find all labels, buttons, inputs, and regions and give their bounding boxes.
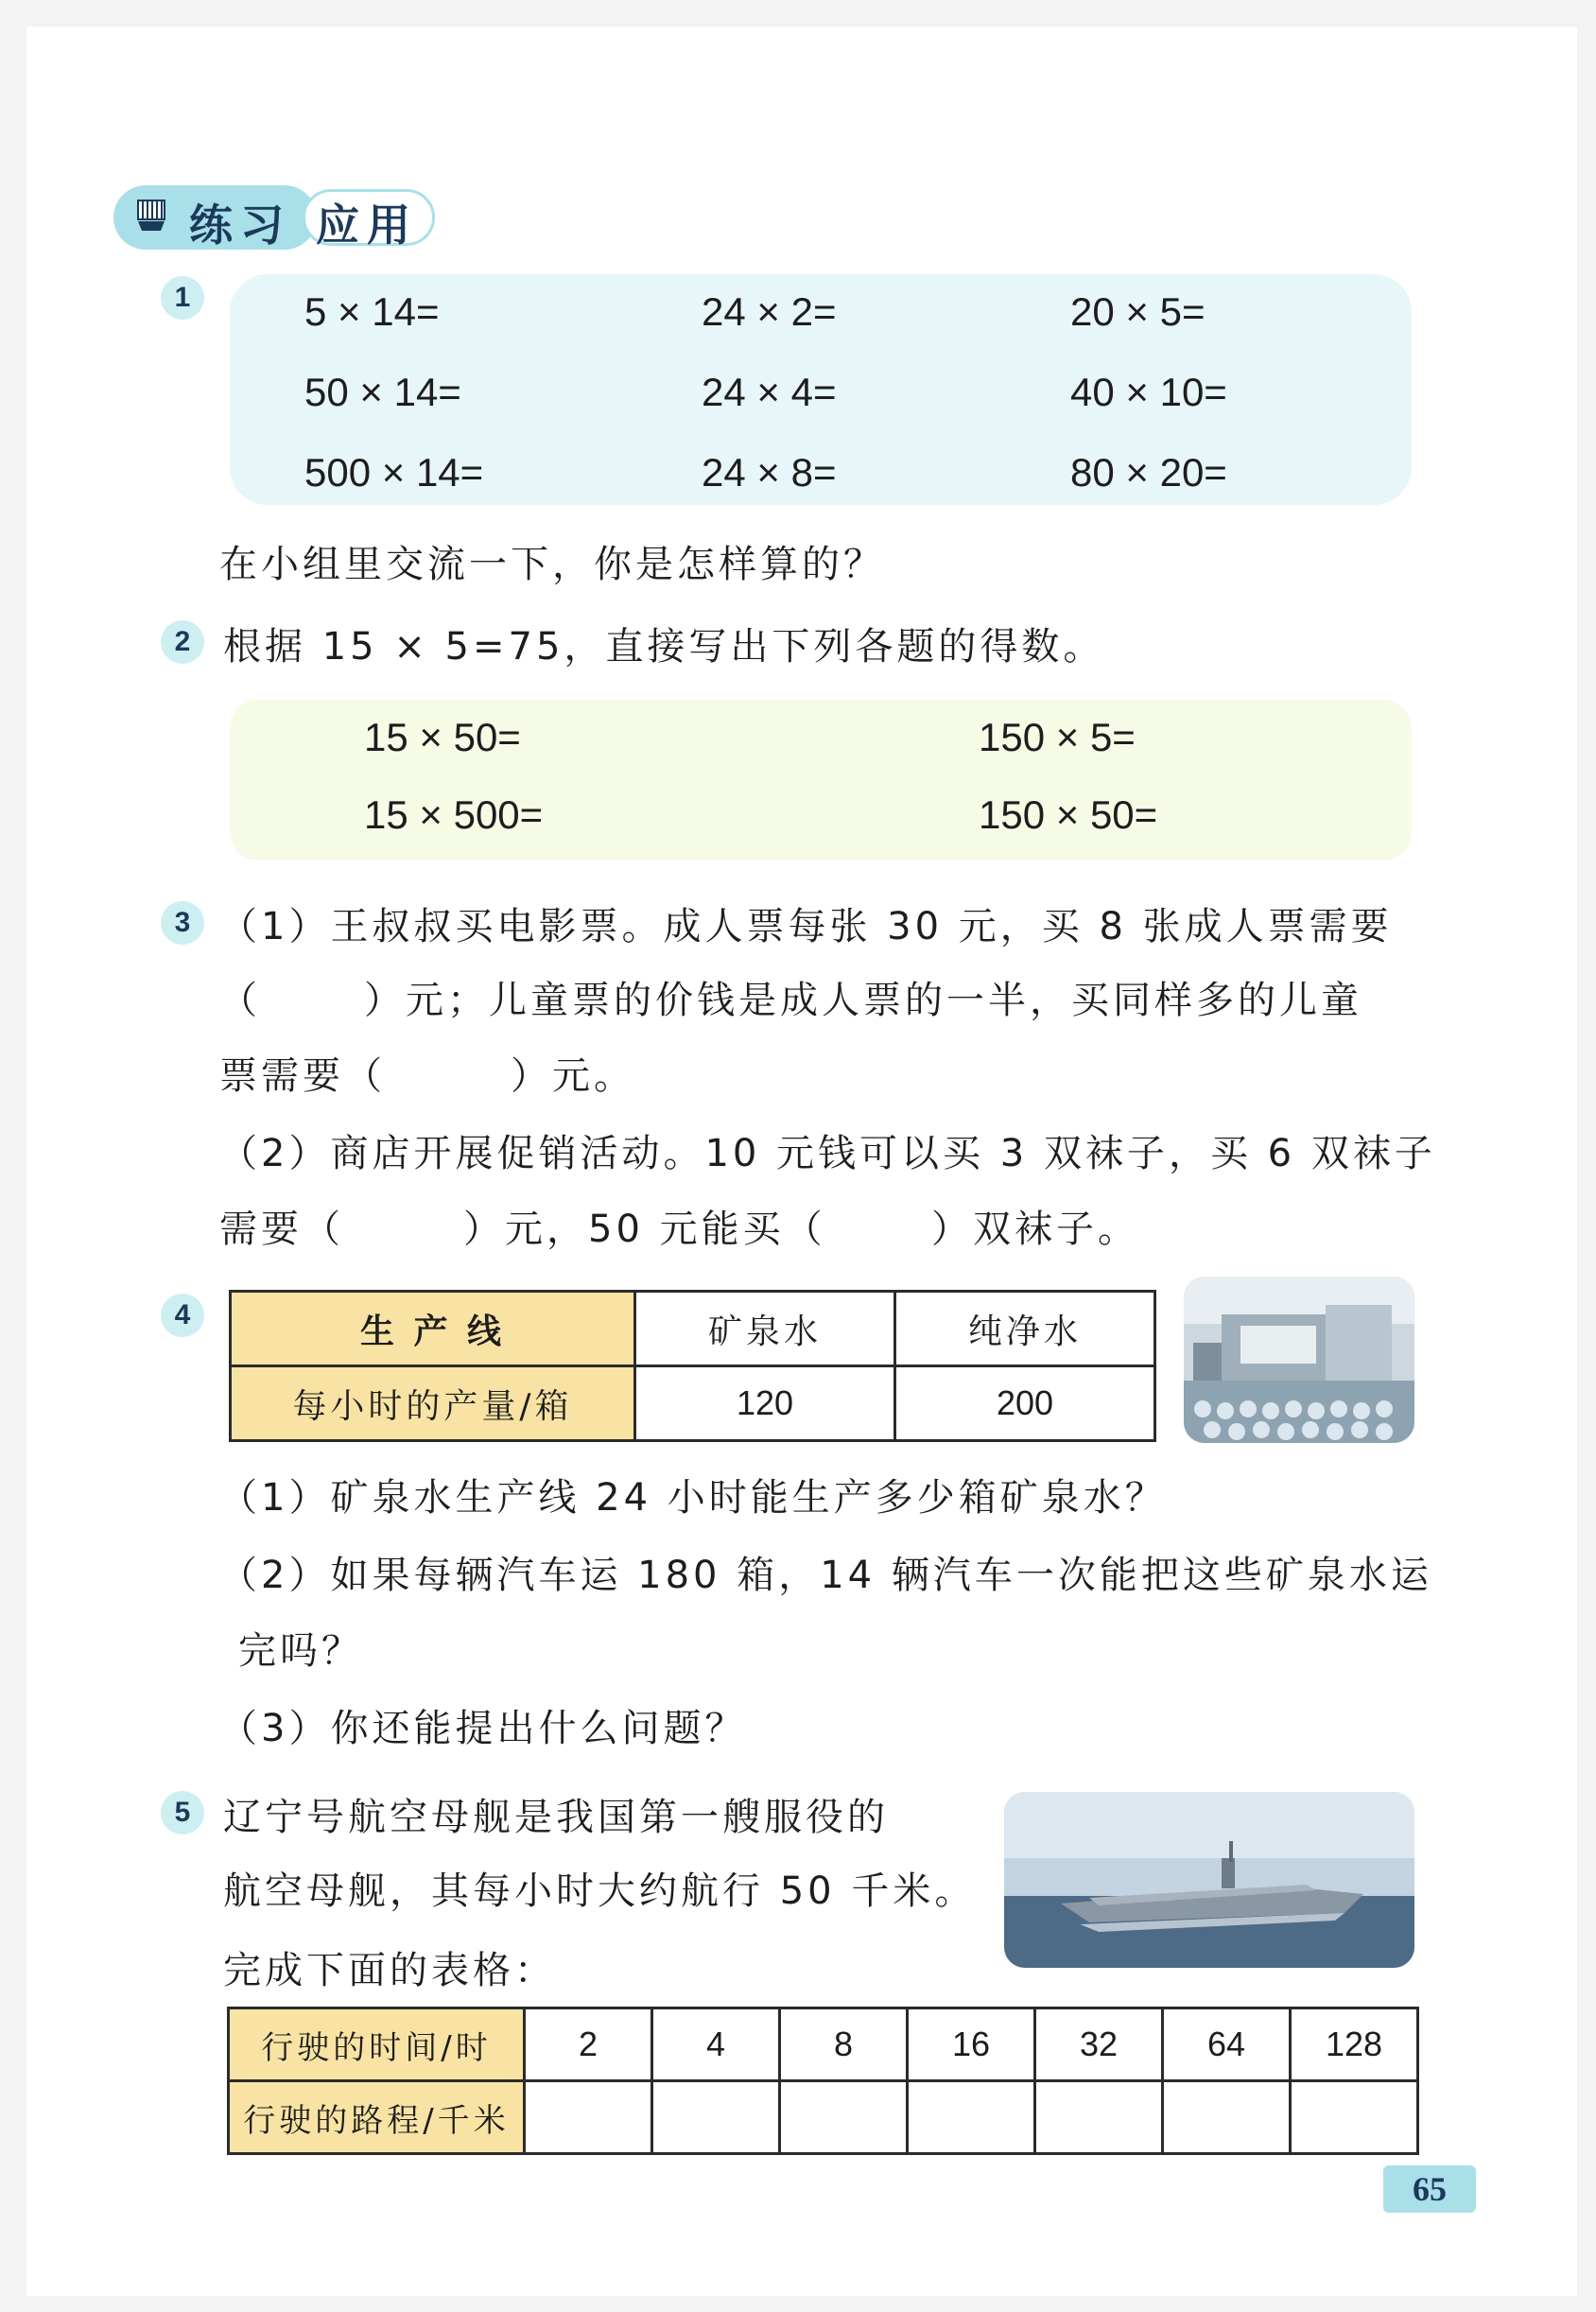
q2-equation: 150 × 50= [979,792,1158,837]
q2-equation: 15 × 500= [364,792,544,837]
answer-cell[interactable] [652,2081,780,2154]
question-number-1: 1 [161,276,204,320]
q3-part2-line1: （2）商店开展促销活动。10 元钱可以买 3 双袜子，买 6 双袜子 [219,1132,1436,1175]
q3-part1-paren: （ [219,979,261,1022]
q1-equation: 24 × 4= [702,370,837,414]
page-number: 65 [1383,2165,1476,2213]
q2-equation: 15 × 50= [364,715,521,759]
q4-subquestion-1: （1）矿泉水生产线 24 小时能生产多少箱矿泉水？ [219,1476,1167,1520]
table-cell: 128 [1291,2008,1418,2081]
question-number-5: 5 [161,1791,204,1834]
q3-part1-line3a: 票需要（ [219,1054,386,1098]
table-row-label: 行驶的路程/千米 [229,2081,525,2154]
table-header: 矿泉水 [635,1292,895,1366]
table-cell: 8 [780,2008,908,2081]
production-table [229,1290,1156,1442]
q3-part2-line2b: ）元，50 元能买（ [463,1208,826,1251]
q1-equation: 20 × 5= [1070,289,1206,334]
distance-table [227,2007,1419,2155]
table-cell: 64 [1163,2008,1291,2081]
table-cell: 2 [525,2008,652,2081]
answer-cell[interactable] [525,2081,652,2154]
q3-part1-line2: ）元；儿童票的价钱是成人票的一半，买同样多的儿童 [364,979,1362,1022]
q4-subquestion-3: （3）你还能提出什么问题？ [219,1707,747,1750]
table-row-label: 行驶的时间/时 [229,2008,525,2081]
q5-text-line1: 辽宁号航空母舰是我国第一艘服役的 [223,1796,889,1839]
answer-cell[interactable] [908,2081,1035,2154]
q1-note: 在小组里交流一下，你是怎样算的？ [219,543,885,586]
table-cell: 4 [652,2008,780,2081]
header-title-practice: 练习 [189,200,291,251]
q3-part2-line2a: 需要（ [219,1208,344,1251]
q1-equation: 80 × 20= [1070,450,1227,495]
answer-cell[interactable] [780,2081,908,2154]
q4-subquestion-2-cont: 完吗？ [238,1629,363,1673]
q2-equation: 150 × 5= [979,715,1136,759]
q1-equation: 50 × 14= [304,370,461,414]
bottling-factory-photo [1184,1277,1414,1443]
answer-cell[interactable] [1035,2081,1163,2154]
aircraft-carrier-photo [1004,1792,1414,1968]
table-cell: 120 [635,1366,895,1441]
q5-text-line3: 完成下面的表格： [223,1949,556,1992]
q1-equation: 24 × 8= [702,450,837,495]
table-cell: 200 [895,1366,1155,1441]
table-cell: 16 [908,2008,1035,2081]
q3-part1-line1: （1）王叔叔买电影票。成人票每张 30 元，买 8 张成人票需要 [219,905,1393,948]
q1-equation: 24 × 2= [702,289,837,334]
q4-subquestion-2: （2）如果每辆汽车运 180 箱，14 辆汽车一次能把这些矿泉水运 [219,1554,1432,1597]
pencil-bundle-icon [132,197,170,235]
question-number-4: 4 [161,1294,204,1337]
q1-equation: 40 × 10= [1070,370,1227,414]
table-header: 纯净水 [895,1292,1155,1366]
answer-cell[interactable] [1163,2081,1291,2154]
header-title-application: 应用 [316,200,418,251]
table-row-label: 每小时的产量/箱 [231,1366,635,1441]
table-cell: 32 [1035,2008,1163,2081]
q3-part1-line3b: ）元。 [511,1054,635,1098]
q1-equation: 500 × 14= [304,450,484,495]
q3-part2-line2c: ）双袜子。 [931,1208,1139,1251]
table-header: 生 产 线 [231,1292,635,1366]
section-header [113,185,435,250]
q5-text-line2: 航空母舰，其每小时大约航行 50 千米。 [223,1869,977,1913]
question-number-2: 2 [161,620,204,664]
q2-instruction: 根据 15 × 5=75，直接写出下列各题的得数。 [223,625,1105,669]
question-number-3: 3 [161,901,204,945]
answer-cell[interactable] [1291,2081,1418,2154]
q1-equation: 5 × 14= [304,289,440,334]
